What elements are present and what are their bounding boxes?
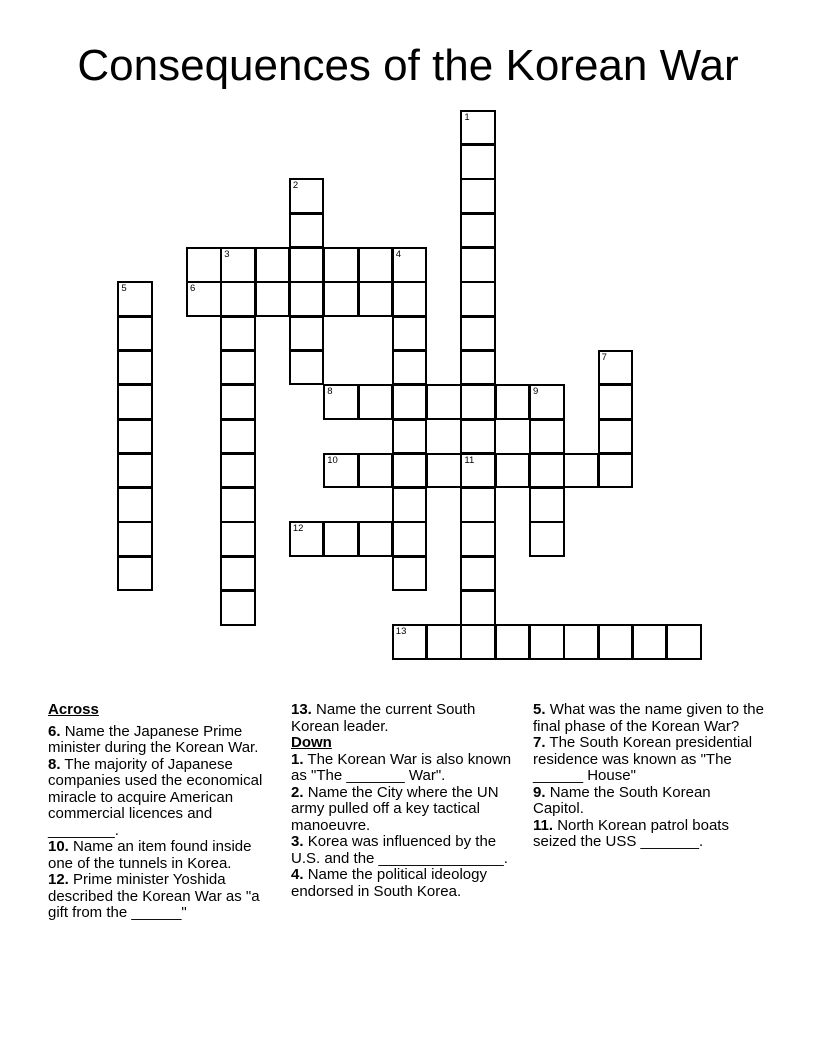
grid-cell[interactable] (220, 556, 256, 592)
clue-down-2: 2. Name the City where the UN army pulled off a key tactical manoeuvre. (291, 783, 499, 834)
grid-cell[interactable] (495, 453, 531, 489)
grid-cell[interactable] (392, 247, 428, 283)
grid-cell[interactable] (426, 453, 462, 489)
cell-number: 13 (395, 626, 407, 638)
grid-cell[interactable] (323, 281, 359, 317)
grid-cell[interactable] (529, 487, 565, 523)
grid-cell[interactable] (358, 281, 394, 317)
grid-cell[interactable] (220, 453, 256, 489)
cell-number: 9 (533, 386, 539, 398)
grid-cell[interactable] (460, 590, 496, 626)
grid-cell[interactable] (529, 521, 565, 557)
grid-cell[interactable] (563, 624, 599, 660)
grid-cell[interactable] (598, 624, 634, 660)
grid-cell[interactable] (220, 384, 256, 420)
puzzle-title: Consequences of the Korean War (77, 41, 739, 90)
grid-cell[interactable] (289, 281, 325, 317)
grid-cell[interactable] (323, 453, 359, 489)
grid-cell[interactable] (460, 213, 496, 249)
grid-cell[interactable] (460, 316, 496, 352)
grid-cell[interactable] (358, 247, 394, 283)
grid-cell[interactable] (117, 281, 153, 317)
grid-cell[interactable] (220, 419, 256, 455)
grid-cell[interactable] (117, 487, 153, 523)
grid-cell[interactable] (289, 316, 325, 352)
grid-cell[interactable] (460, 521, 496, 557)
grid-cell[interactable] (323, 384, 359, 420)
grid-cell[interactable] (598, 453, 634, 489)
grid-cell[interactable] (358, 521, 394, 557)
grid-cell[interactable] (289, 247, 325, 283)
grid-cell[interactable] (392, 453, 428, 489)
clue-across-8: 8. The majority of Japanese companies used the economical miracle to acquire American commercial licences and ________. (48, 755, 263, 839)
grid-cell[interactable] (289, 178, 325, 214)
grid-cell[interactable] (632, 624, 668, 660)
grid-cell[interactable] (666, 624, 702, 660)
grid-cell[interactable] (392, 350, 428, 386)
grid-cell[interactable] (598, 350, 634, 386)
grid-cell[interactable] (117, 453, 153, 489)
grid-cell[interactable] (117, 384, 153, 420)
grid-cell[interactable] (392, 487, 428, 523)
cell-number: 8 (327, 386, 333, 398)
grid-cell[interactable] (495, 624, 531, 660)
grid-cell[interactable] (460, 384, 496, 420)
grid-cell[interactable] (460, 453, 496, 489)
grid-cell[interactable] (392, 624, 428, 660)
grid-cell[interactable] (460, 110, 496, 146)
grid-cell[interactable] (426, 384, 462, 420)
grid-cell[interactable] (117, 556, 153, 592)
grid-cell[interactable] (186, 247, 222, 283)
grid-cell[interactable] (117, 419, 153, 455)
across-heading: Across (48, 701, 99, 718)
clue-down-5: 5. What was the name given to the final phase of the Korean War? (533, 701, 764, 735)
cell-number: 11 (464, 454, 475, 466)
grid-cell[interactable] (117, 350, 153, 386)
grid-cell[interactable] (460, 281, 496, 317)
grid-cell[interactable] (392, 316, 428, 352)
clues-column-1 (48, 702, 280, 922)
grid-cell[interactable] (186, 281, 222, 317)
grid-cell[interactable] (460, 556, 496, 592)
grid-cell[interactable] (426, 624, 462, 660)
cell-number: 12 (292, 523, 304, 535)
grid-cell[interactable] (289, 521, 325, 557)
grid-cell[interactable] (392, 281, 428, 317)
grid-cell[interactable] (460, 350, 496, 386)
grid-cell[interactable] (529, 624, 565, 660)
clue-down-1: 1. The Korean War is also known as "The _______ War". (291, 750, 512, 784)
cell-number: 4 (395, 249, 402, 260)
grid-cell[interactable] (220, 281, 256, 317)
grid-cell[interactable] (289, 213, 325, 249)
grid-cell[interactable] (563, 453, 599, 489)
cell-number: 6 (190, 283, 196, 295)
clue-across-6: 6. Name the Japanese Prime minister during the Korean War. (48, 722, 259, 756)
cell-number: 10 (327, 454, 338, 466)
grid-cell[interactable] (460, 178, 496, 214)
down-heading: Down (291, 734, 332, 751)
clue-down-3: 3. Korea was influenced by the U.S. and the _______________. (291, 833, 508, 867)
grid-cell[interactable] (220, 350, 256, 386)
grid-cell[interactable] (358, 453, 394, 489)
grid-cell[interactable] (117, 316, 153, 352)
grid-cell[interactable] (460, 144, 496, 180)
clues-column-2 (291, 702, 523, 900)
clue-down-11: 11. North Korean patrol boats seized the USS _______. (533, 816, 729, 850)
clue-across-12: 12. Prime minister Yoshida described the Korean War as "a gift from the ______" (48, 871, 260, 921)
grid-cell[interactable] (495, 384, 531, 420)
grid-cell[interactable] (358, 384, 394, 420)
clue-down-9: 9. Name the South Korean Capitol. (533, 783, 711, 817)
grid-cell[interactable] (529, 384, 565, 420)
grid-cell[interactable] (392, 521, 428, 557)
grid-cell[interactable] (598, 384, 634, 420)
cell-number: 7 (601, 351, 607, 363)
grid-cell[interactable] (598, 419, 634, 455)
grid-cell[interactable] (255, 281, 291, 317)
clue-across-13: 13. Name the current South Korean leader. (291, 701, 476, 735)
clues-column-3 (533, 702, 765, 851)
cell-number: 2 (292, 180, 299, 192)
grid-cell[interactable] (460, 487, 496, 523)
cell-number: 5 (121, 283, 127, 295)
clue-down-4: 4. Name the political ideology endorsed in South Korea. (291, 866, 487, 900)
grid-cell[interactable] (460, 247, 496, 283)
cell-number: 3 (224, 249, 230, 260)
cell-number: 1 (464, 111, 470, 123)
grid-cell[interactable] (117, 521, 153, 557)
clue-across-10: 10. Name an item found inside one of the tunnels in Korea. (48, 838, 252, 872)
grid-cell[interactable] (323, 247, 359, 283)
grid-cell[interactable] (529, 453, 565, 489)
grid-cell[interactable] (392, 384, 428, 420)
clue-down-7: 7. The South Korean presidential residence was known as "The ______ House" (533, 734, 753, 784)
grid-cell[interactable] (460, 419, 496, 455)
grid-cell[interactable] (392, 419, 428, 455)
grid-cell[interactable] (255, 247, 291, 283)
grid-cell[interactable] (392, 556, 428, 592)
grid-cell[interactable] (460, 624, 496, 660)
grid-cell[interactable] (220, 521, 256, 557)
grid-cell[interactable] (220, 316, 256, 352)
grid-cell[interactable] (529, 419, 565, 455)
grid-cell[interactable] (220, 590, 256, 626)
grid-cell[interactable] (323, 521, 359, 557)
grid-cell[interactable] (220, 487, 256, 523)
grid-cell[interactable] (289, 350, 325, 386)
grid-cell[interactable] (220, 247, 256, 283)
